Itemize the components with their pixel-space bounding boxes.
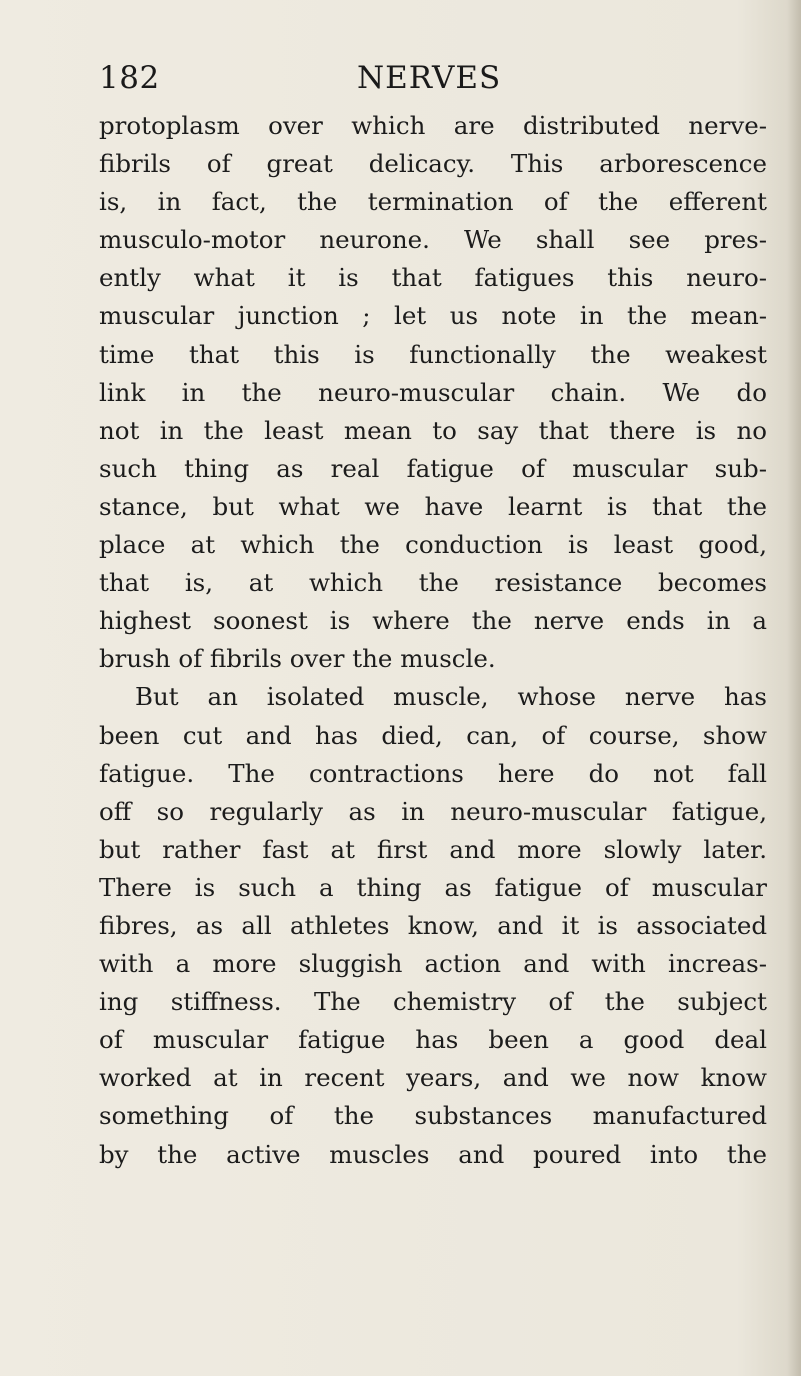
text-line: that is, at which the resistance becomes [99, 568, 767, 598]
text-line: by the active muscles and poured into the [99, 1139, 767, 1169]
text-line: is, in fact, the termination of the efferent [99, 187, 767, 217]
running-head: NERVES [357, 60, 502, 96]
text-line-paragraph-start: But an isolated muscle, whose nerve has [135, 682, 767, 712]
text-line: highest soonest is where the nerve ends in a [99, 606, 767, 636]
text-line: protoplasm over which are distributed nerve- [99, 111, 767, 140]
page-edge-shadow [787, 0, 801, 1376]
text-line: There is such a thing as fatigue of muscular [99, 872, 767, 902]
text-line: muscular junction ; let us note in the mean- [99, 301, 767, 331]
text-line: ently what it is that fatigues this neuro- [99, 263, 767, 293]
body-text [99, 107, 767, 1174]
text-line: fatigue. The contractions here do not fall [99, 758, 767, 788]
text-line: been cut and has died, can, of course, show [99, 720, 767, 750]
text-line: but rather fast at first and more slowly later. [99, 834, 767, 864]
page-number: 182 [99, 60, 160, 96]
text-line: off so regularly as in neuro-muscular fatigue, [99, 796, 767, 826]
text-line: fibrils of great delicacy. This arborescence [99, 149, 767, 179]
text-line: place at which the conduction is least good, [99, 530, 767, 560]
text-line: ing stiffness. The chemistry of the subject [99, 987, 767, 1017]
page-header [99, 58, 739, 102]
text-line: with a more sluggish action and with increas- [99, 949, 767, 979]
text-line: worked at in recent years, and we now know [99, 1063, 767, 1093]
text-line-paragraph-end: brush of fibrils over the muscle. [99, 644, 496, 674]
text-line: something of the substances manufactured [99, 1101, 767, 1131]
text-line: link in the neuro-muscular chain. We do [99, 377, 767, 407]
text-line: not in the least mean to say that there is no [99, 415, 767, 445]
text-line: such thing as real fatigue of muscular sub- [99, 453, 767, 483]
text-line: time that this is functionally the weakest [99, 339, 767, 369]
text-line: fibres, as all athletes know, and it is associated [99, 910, 767, 940]
text-line: of muscular fatigue has been a good deal [99, 1025, 767, 1055]
text-line: musculo-motor neurone. We shall see pres- [99, 225, 767, 255]
text-line: stance, but what we have learnt is that the [99, 491, 767, 521]
